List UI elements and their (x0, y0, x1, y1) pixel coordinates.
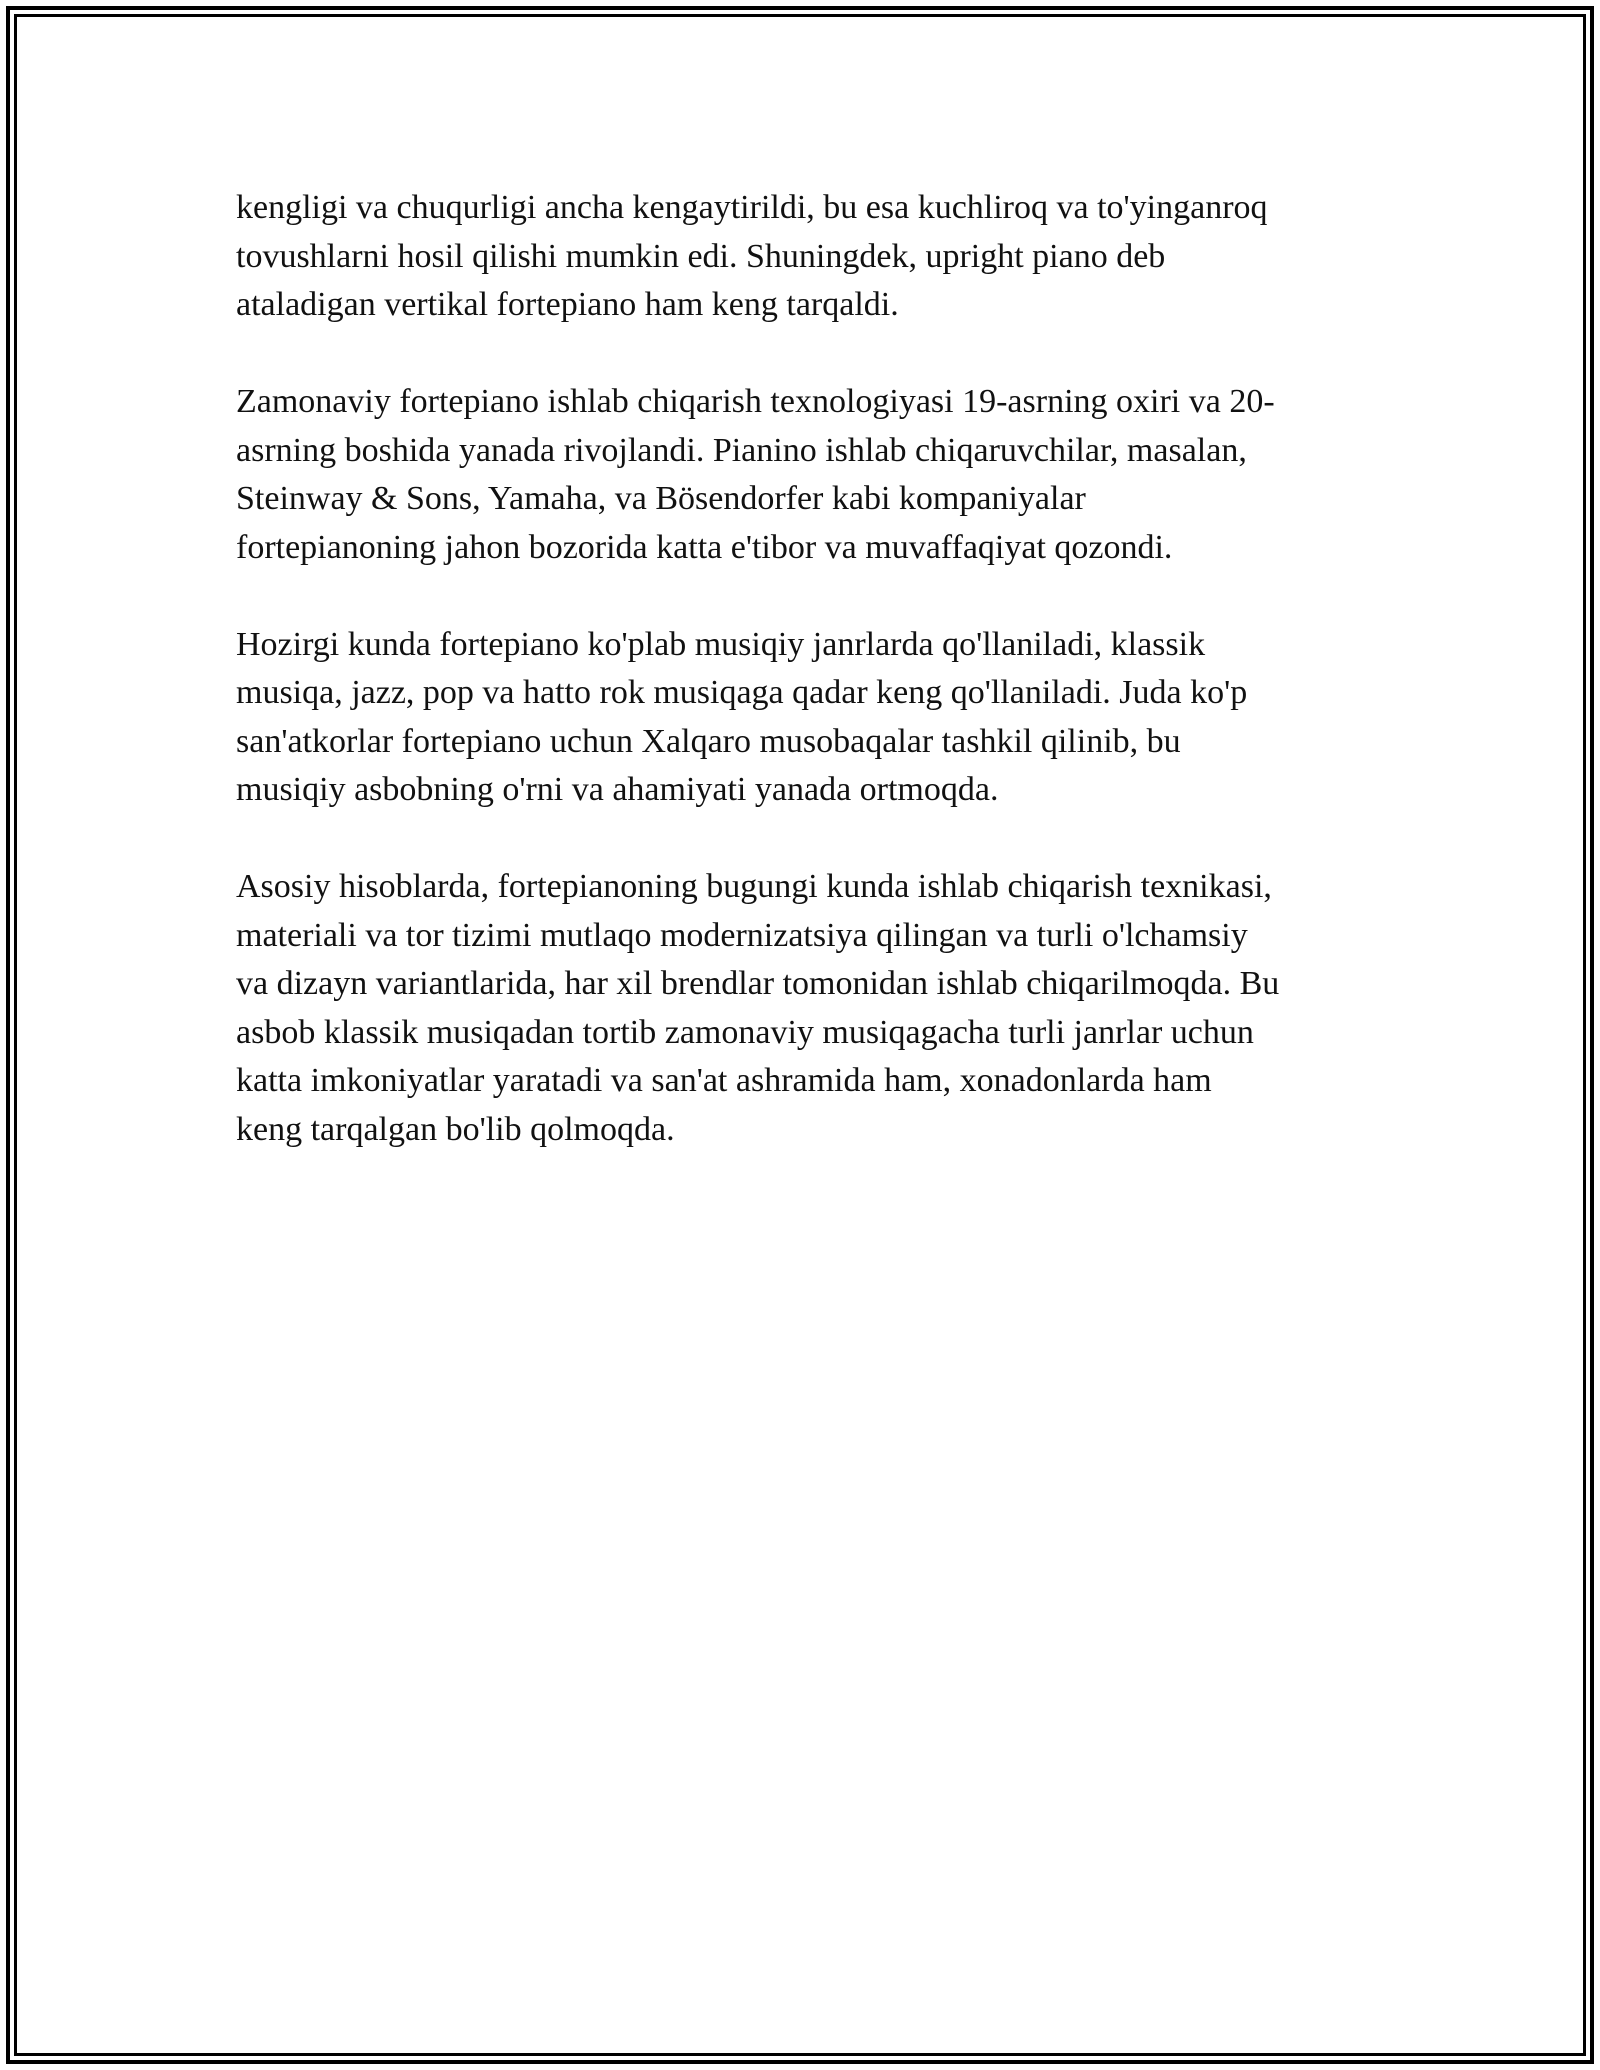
document-body (236, 184, 1364, 1203)
paragraph: Asosiy hisoblarda, fortepianoning bugungi kunda ishlab chiqarish texnikasi, materiali va tor tizimi mutlaqo modernizatsiya qilingan va turli o'lchamsiy va dizayn variantlarida, har xil brendlar tomonidan ishlab chiqarilmoqda. Bu asbob klassik musiqadan tortib zamonaviy musiqagacha turli janrlar uchun katta imkoniyatlar yaratadi va san'at ashramida ham, xonadonlarda ham keng tarqalgan bo'lib qolmoqda. (236, 868, 1280, 1148)
paragraph: Hozirgi kunda fortepiano ko'plab musiqiy janrlarda qo'llaniladi, klassik musiqa, jazz, pop va hatto rok musiqaga qadar keng qo'llaniladi. Juda ko'p san'atkorlar fortepiano uchun Xalqaro musobaqalar tashkil qilinib, bu musiqiy asbobning o'rni va ahamiyati yanada ortmoqda. (236, 625, 1248, 808)
paragraph: kengligi va chuqurligi ancha kengaytirildi, bu esa kuchliroq va to'yinganroq tovushlarni hosil qilishi mumkin edi. Shuningdek, upright piano deb ataladigan vertikal fortepiano ham keng tarqaldi. (236, 189, 1268, 323)
paragraph: Zamonaviy fortepiano ishlab chiqarish texnologiyasi 19-asrning oxiri va 20- asrning boshida yanada rivojlandi. Pianino ishlab chiqaruvchilar, masalan, Steinway & Sons, Yamaha, va Bösendorfer kabi kompaniyalar fortepianoning jahon bozorida katta e'tibor va muvaffaqiyat qozondi. (236, 383, 1275, 566)
